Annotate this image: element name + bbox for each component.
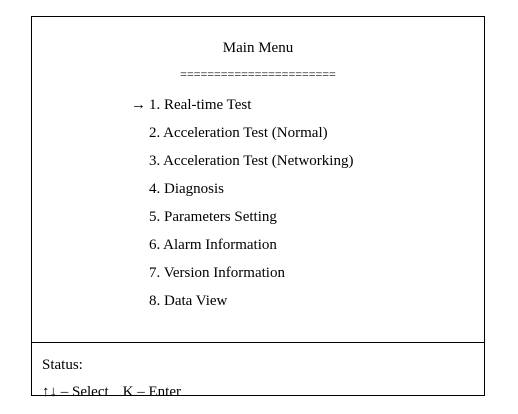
menu-item-label: 3. Acceleration Test (Networking)	[149, 153, 354, 169]
menu-item-label: 5. Parameters Setting	[149, 209, 277, 225]
status-label: Status:	[42, 357, 83, 373]
menu-item-parameters-setting[interactable]	[131, 206, 353, 234]
menu-list	[131, 94, 353, 318]
menu-item-version-information[interactable]	[131, 262, 353, 290]
menu-item-label: 7. Version Information	[149, 265, 285, 281]
enter-key-hint: K – Enter	[122, 384, 181, 400]
menu-item-label: 8. Data View	[149, 293, 228, 309]
status-divider	[32, 342, 484, 343]
menu-title: Main Menu	[222, 40, 294, 56]
menu-item-acceleration-test-networking[interactable]	[131, 150, 353, 178]
menu-item-label: 2. Acceleration Test (Normal)	[149, 125, 328, 141]
menu-item-real-time-test[interactable]	[131, 94, 353, 122]
menu-item-diagnosis[interactable]	[131, 178, 353, 206]
main-menu-window	[31, 16, 485, 400]
menu-item-alarm-information[interactable]	[131, 234, 353, 262]
menu-item-label: 4. Diagnosis	[149, 181, 224, 197]
select-key-hint: ↑↓ – Select	[42, 384, 109, 400]
menu-item-label: 1. Real-time Test	[149, 97, 252, 113]
menu-item-label: 6. Alarm Information	[149, 237, 277, 253]
selection-arrow-icon: →	[131, 97, 146, 113]
title-separator: =======================	[180, 67, 336, 81]
menu-item-data-view[interactable]	[131, 290, 353, 318]
key-hints	[42, 383, 181, 401]
menu-item-acceleration-test-normal[interactable]	[131, 122, 353, 150]
